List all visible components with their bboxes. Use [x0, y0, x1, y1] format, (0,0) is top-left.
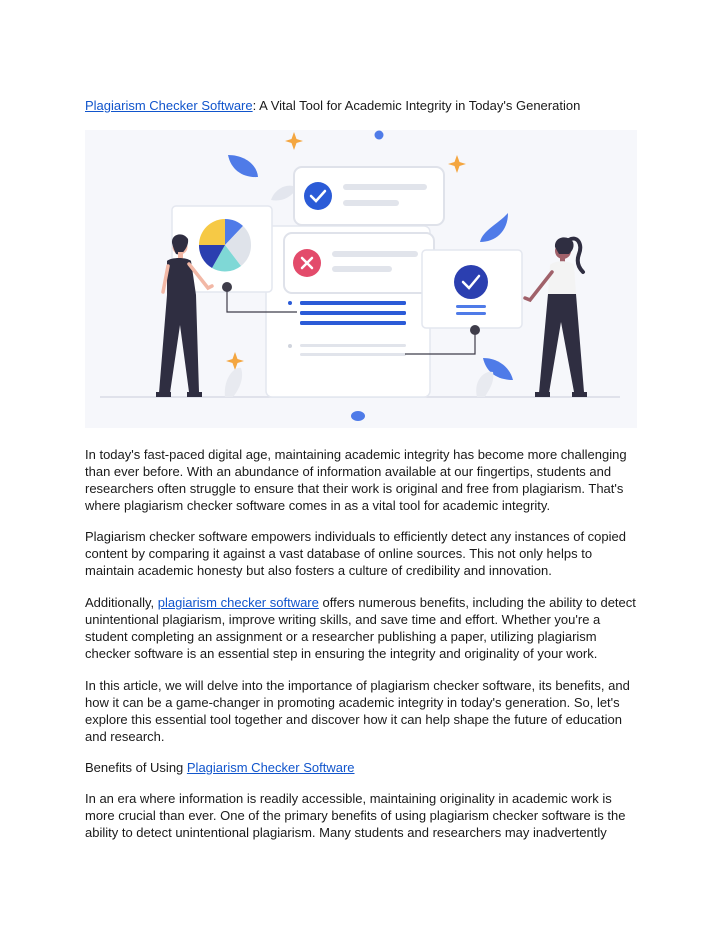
check-circle-icon: [304, 182, 332, 210]
plant-shape: [476, 372, 493, 397]
p3-after: offers numerous benefits, including the ability to detect unintentional plagiarism, improve writing skills, and save time and effort. Whether you're a student completing an assignment or a researcher publishing a paper, utilizing plagiarism checker software is an essential step in ensuring the integrity and originality of your work.: [85, 595, 636, 661]
title-link[interactable]: Plagiarism Checker Software: [85, 98, 253, 113]
pie-chart-icon: [199, 219, 251, 271]
heading-link[interactable]: Plagiarism Checker Software: [186, 760, 355, 775]
plant-shape: [225, 368, 242, 397]
leaf-icon: [480, 213, 508, 242]
sparkle-icon: [285, 132, 303, 150]
check-circle-icon: [454, 265, 488, 299]
p3-before: Additionally,: [85, 595, 158, 610]
heading-text: Benefits of Using: [85, 760, 187, 775]
hero-illustration: [85, 130, 637, 428]
paragraph-intro: In today's fast-paced digital age, maintaining academic integrity has become more challenging than ever before. With an abundance of information available at our fingertips, students and researchers often struggle to ensure that their work is original and free from plagiarism. That's where plagiarism checker software comes in as a vital tool for academic integrity.: [85, 447, 627, 513]
person-right: [525, 237, 587, 397]
leaf-icon: [228, 155, 258, 177]
paragraph-additionally: [85, 594, 637, 662]
title-rest: : A Vital Tool for Academic Integrity in Today's Generation: [252, 98, 581, 113]
paragraph-era: In an era where information is readily accessible, maintaining originality in academic work is more crucial than ever. One of the primary benefits of using plagiarism checker software is the ability to detect unintentional plagiarism. Many students and researchers may inadvertently: [85, 791, 626, 840]
document-title: [85, 97, 645, 115]
sparkle-icon: [448, 155, 466, 173]
paragraph-empowers: Plagiarism checker software empowers individuals to efficiently detect any instances of copied content by comparing it against a vast database of online sources. This not only helps to maintain academic honesty but also fosters a culture of credibility and innovation.: [85, 529, 626, 578]
dot-icon: [375, 131, 384, 140]
dot-icon: [351, 411, 365, 421]
sparkle-icon: [226, 352, 244, 370]
section-heading: [85, 759, 637, 776]
inline-link[interactable]: plagiarism checker software: [157, 595, 319, 610]
paragraph-article: In this article, we will delve into the importance of plagiarism checker software, its benefits, and how it can be a game-changer in promoting academic integrity in today's generation. So, let's explore this essential tool together and discover how it can help shape the future of education and research.: [85, 678, 630, 744]
illustration-svg: [85, 130, 637, 428]
